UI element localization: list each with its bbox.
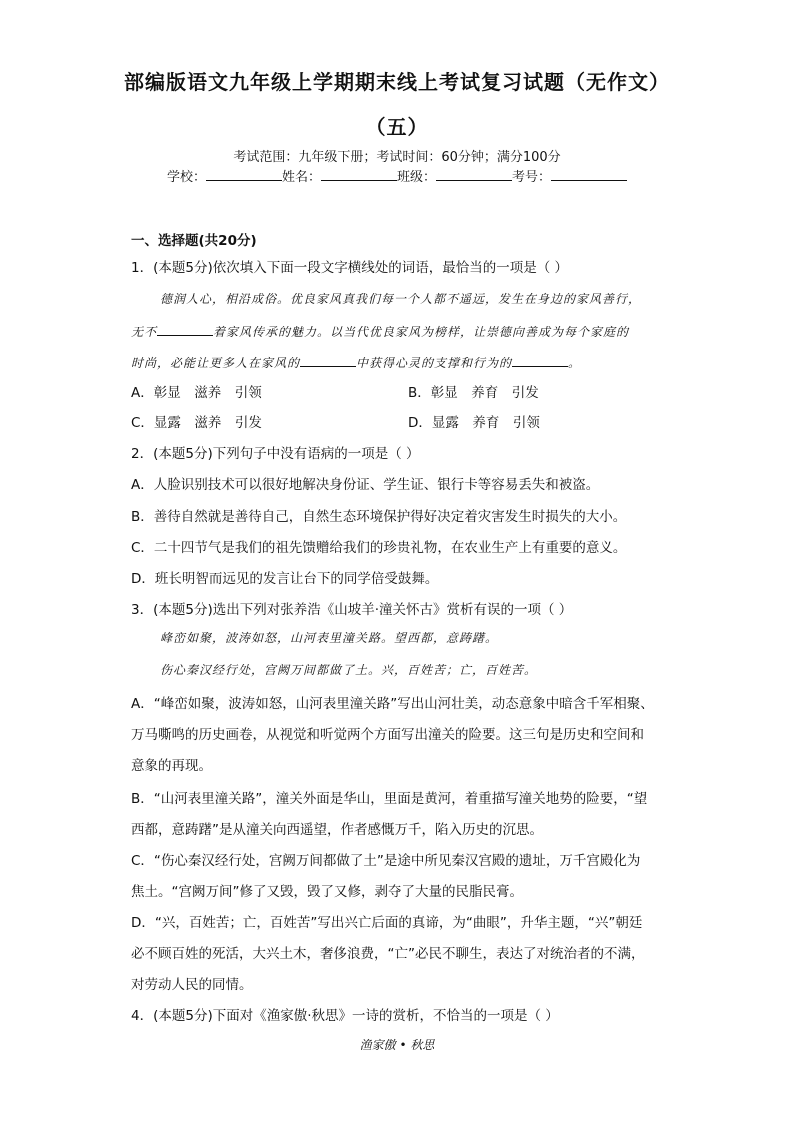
- q3-poem-line2: 伤心秦汉经行处，宫阙万间都做了土。兴，百姓苦；亡，百姓苦。: [160, 663, 538, 677]
- q1-passage-line2: [131, 322, 629, 340]
- q1-passage-text: 中获得心灵的支撑和行为的: [356, 356, 513, 370]
- student-info-fields: [0, 166, 794, 185]
- q1-passage-text: 。: [568, 356, 582, 370]
- q1-stem: 1．(本题5分)依次填入下面一段文字横线处的词语，最恰当的一项是（ ）: [131, 260, 569, 276]
- id-blank[interactable]: [551, 167, 627, 181]
- class-blank[interactable]: [436, 167, 512, 181]
- exam-info: 考试范围：九年级下册；考试时间：60分钟；满分100分: [233, 150, 561, 165]
- q1-blank-3: [512, 353, 568, 367]
- q2-option-d[interactable]: D．班长明智而远见的发言让台下的同学倍受鼓舞。: [131, 571, 439, 587]
- name-blank[interactable]: [321, 167, 397, 181]
- q3-option-c-cont: 焦土。“宫阙万间”修了又毁，毁了又修，剥夺了大量的民脂民膏。: [131, 884, 523, 900]
- q3-option-a-cont: 万马嘶鸣的历史画卷，从视觉和听觉两个方面写出潼关的险要。这三句是历史和空间和: [131, 727, 644, 743]
- q1-passage-line3: [131, 353, 581, 371]
- q3-option-c[interactable]: C．“伤心秦汉经行处，宫阙万间都做了土”是途中所见秦汉宫殿的遗址，万千宫殿化为: [131, 853, 641, 869]
- q3-option-a[interactable]: A．“峰峦如聚，波涛如怒，山河表里潼关路”写出山河壮美，动态意象中暗含千军相聚、: [131, 696, 654, 712]
- page-subtitle: （五）: [365, 115, 429, 139]
- q2-option-a[interactable]: A．人脸识别技术可以很好地解决身份证、学生证、银行卡等容易丢失和被盗。: [131, 477, 600, 493]
- q1-passage-text: 时尚，必能让更多人在家风的: [131, 356, 301, 370]
- q1-option-a[interactable]: A．彰显 滋养 引领: [131, 385, 262, 401]
- q4-poem-title: 渔家傲 • 秋思: [359, 1038, 435, 1052]
- q3-option-d-cont: 对劳动人民的同情。: [131, 977, 253, 993]
- name-label: 姓名：: [281, 170, 321, 185]
- q3-option-d-cont: 必不顾百姓的死活，大兴土木，奢侈浪费，“亡”必民不聊生，表达了对统治者的不满，: [131, 946, 645, 962]
- q1-option-d[interactable]: D．显露 养育 引领: [408, 415, 540, 431]
- q1-passage-line1: 德润人心，相沿成俗。优良家风真我们每一个人都不遥远，发生在身边的家风善行，: [160, 292, 642, 306]
- q4-stem: 4．(本题5分)下面对《渔家傲·秋思》一诗的赏析，不恰当的一项是（ ）: [131, 1008, 559, 1024]
- q3-option-b[interactable]: B．“山河表里潼关路”，潼关外面是华山，里面是黄河，着重描写潼关地势的险要，“望: [131, 791, 648, 807]
- q2-stem: 2．(本题5分)下列句子中没有语病的一项是（ ）: [131, 446, 420, 462]
- id-label: 考号：: [512, 170, 552, 185]
- page-title: 部编版语文九年级上学期期末线上考试复习试题（无作文）: [124, 70, 670, 94]
- q2-option-b[interactable]: B．善待自然就是善待自己，自然生态环境保护得好决定着灾害发生时损失的大小。: [131, 509, 627, 525]
- q1-passage-text: 着家风传承的魅力。以当代优良家风为榜样，让崇德向善成为每个家庭的: [213, 325, 630, 339]
- q1-option-c[interactable]: C．显露 滋养 引发: [131, 415, 262, 431]
- q1-blank-1: [157, 322, 213, 336]
- section-heading: 一、选择题(共20分): [131, 233, 257, 249]
- class-label: 班级：: [397, 170, 437, 185]
- q3-stem: 3．(本题5分)选出下列对张养浩《山坡羊·潼关怀古》赏析有误的一项（ ）: [131, 602, 573, 618]
- q1-blank-2: [300, 353, 356, 367]
- school-blank[interactable]: [206, 167, 282, 181]
- q3-poem-line1: 峰峦如聚，波涛如怒，山河表里潼关路。望西都，意踌躇。: [160, 631, 499, 645]
- q1-option-b[interactable]: B．彰显 养育 引发: [408, 385, 539, 401]
- q3-option-b-cont: 西都，意踌躇”是从潼关向西遥望，作者感慨万千，陷入历史的沉思。: [131, 822, 543, 838]
- q2-option-c[interactable]: C．二十四节气是我们的祖先馈赠给我们的珍贵礼物，在农业生产上有重要的意义。: [131, 540, 627, 556]
- q1-passage-text: 无不: [131, 325, 158, 339]
- q3-option-d[interactable]: D．“兴，百姓苦；亡，百姓苦”写出兴亡后面的真谛，为“曲眼”，升华主题，“兴”朝廷: [131, 915, 643, 931]
- school-label: 学校：: [166, 170, 206, 185]
- q3-option-a-cont: 意象的再现。: [131, 758, 212, 774]
